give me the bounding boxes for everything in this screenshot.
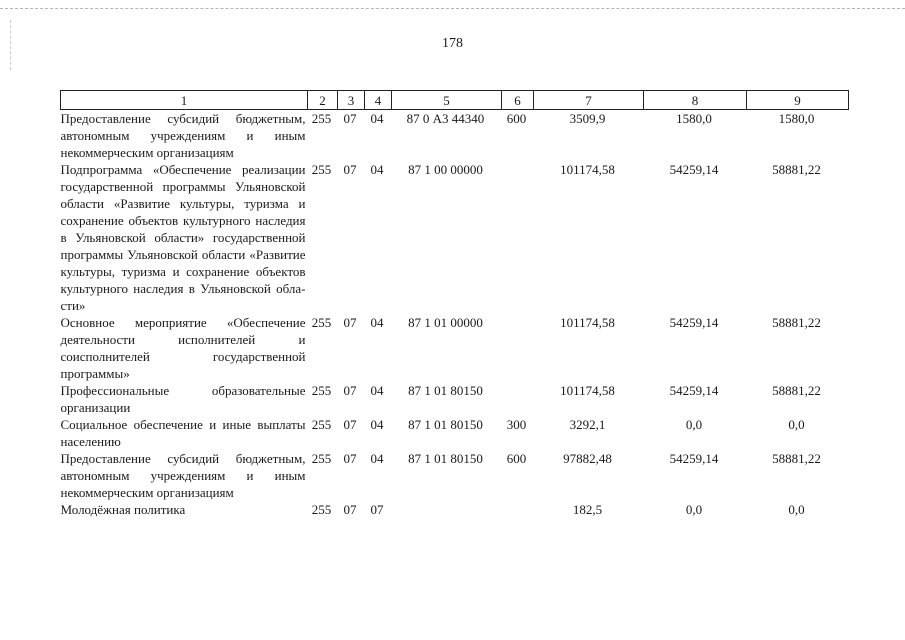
cell-target-code: 87 1 01 80150 [408, 451, 483, 466]
table-row [61, 110, 849, 162]
cell-target-code: 87 1 00 00000 [408, 162, 483, 177]
cell-amount-7: 3292,1 [569, 417, 606, 432]
column-header-7: 7 [534, 91, 644, 110]
cell-amount-9: 58881,22 [772, 451, 821, 466]
table-row [61, 416, 849, 450]
table-row [61, 161, 849, 314]
cell-section: 07 [343, 451, 357, 466]
header-row [61, 91, 849, 110]
cell-amount-7: 182,5 [572, 502, 603, 517]
cell-amount-8: 1580,0 [676, 111, 712, 126]
row-name: Социальное обеспечение и иные выплаты населению [60, 417, 306, 449]
cell-expense-type [502, 314, 534, 382]
column-header-9: 9 [747, 91, 849, 110]
table-header [61, 91, 849, 110]
cell-target-code [392, 501, 502, 518]
cell-amount-9: 58881,22 [772, 315, 821, 330]
cell-expense-type [502, 382, 534, 416]
scan-edge-top [0, 8, 905, 9]
row-name: Подпрограмма «Обеспечение реализации государственной программы Ульяновской области «Развитие культуры, туризма и сохранение объектов культурного наследия в Ульяновской области» государственной программы Ульяновской области «Развитие культуры, туризма и сохранение объектов культурного наследия в Ульяновской области» [60, 162, 306, 313]
cell-amount-7: 101174,58 [560, 315, 615, 330]
cell-amount-9: 1580,0 [778, 111, 815, 126]
column-header-8: 8 [644, 91, 747, 110]
table-row [61, 314, 849, 382]
row-name: Предоставление субсидий бюджетным, автономным учреждениям и иным некоммерческим организациям [60, 111, 306, 160]
cell-amount-8: 54259,14 [669, 383, 719, 398]
cell-expense-type: 600 [506, 451, 527, 466]
table-row [61, 501, 849, 518]
cell-ministry: 255 [311, 315, 332, 330]
cell-amount-8: 54259,14 [669, 315, 719, 330]
cell-amount-7: 97882,48 [563, 451, 612, 466]
cell-amount-7: 3509,9 [569, 111, 606, 126]
cell-section: 07 [343, 111, 357, 126]
budget-table [60, 90, 849, 518]
cell-amount-8: 0,0 [685, 502, 703, 517]
cell-ministry: 255 [311, 451, 332, 466]
cell-amount-9: 0,0 [788, 502, 805, 517]
column-header-3: 3 [338, 91, 365, 110]
cell-subsection: 04 [370, 111, 384, 126]
cell-section: 07 [343, 315, 357, 330]
cell-ministry: 255 [311, 383, 332, 398]
cell-expense-type [502, 161, 534, 314]
cell-subsection: 07 [370, 502, 384, 517]
page-number: 178 [442, 36, 463, 51]
cell-expense-type: 300 [506, 417, 527, 432]
cell-ministry: 255 [311, 162, 332, 177]
column-header-1: 1 [61, 91, 308, 110]
cell-target-code: 87 1 01 00000 [408, 315, 483, 330]
cell-amount-8: 54259,14 [669, 162, 719, 177]
row-name: Профессиональные образовательные организации [60, 383, 306, 415]
cell-target-code: 87 0 А3 44340 [406, 111, 485, 126]
cell-target-code: 87 1 01 80150 [408, 383, 483, 398]
table-body [61, 110, 849, 519]
cell-subsection: 04 [370, 417, 384, 432]
cell-section: 07 [343, 383, 357, 398]
cell-subsection: 04 [370, 451, 384, 466]
cell-amount-7: 101174,58 [560, 162, 615, 177]
column-header-2: 2 [308, 91, 338, 110]
table-row [61, 382, 849, 416]
cell-amount-9: 58881,22 [772, 383, 821, 398]
cell-section: 07 [343, 162, 357, 177]
row-name: Предоставление субсидий бюджетным, автономным учреждениям и иным некоммерческим организациям [60, 451, 306, 500]
cell-subsection: 04 [370, 315, 384, 330]
column-header-6: 6 [502, 91, 534, 110]
cell-amount-7: 101174,58 [560, 383, 615, 398]
cell-section: 07 [343, 417, 357, 432]
cell-amount-8: 54259,14 [669, 451, 719, 466]
cell-amount-9: 0,0 [788, 417, 805, 432]
table-row [61, 450, 849, 501]
cell-subsection: 04 [370, 162, 384, 177]
column-header-5: 5 [392, 91, 502, 110]
cell-amount-9: 58881,22 [772, 162, 821, 177]
cell-section: 07 [343, 502, 357, 517]
cell-ministry: 255 [311, 417, 332, 432]
cell-target-code: 87 1 01 80150 [408, 417, 483, 432]
cell-expense-type [502, 501, 534, 518]
column-header-4: 4 [365, 91, 392, 110]
row-name: Основное мероприятие «Обеспечение деятельности исполнителей и соисполнителей государственной программы» [60, 315, 306, 381]
cell-ministry: 255 [311, 502, 332, 517]
cell-expense-type: 600 [506, 111, 527, 126]
row-name: Молодёжная политика [60, 502, 186, 517]
cell-amount-8: 0,0 [685, 417, 703, 432]
cell-ministry: 255 [311, 111, 332, 126]
cell-subsection: 04 [370, 383, 384, 398]
